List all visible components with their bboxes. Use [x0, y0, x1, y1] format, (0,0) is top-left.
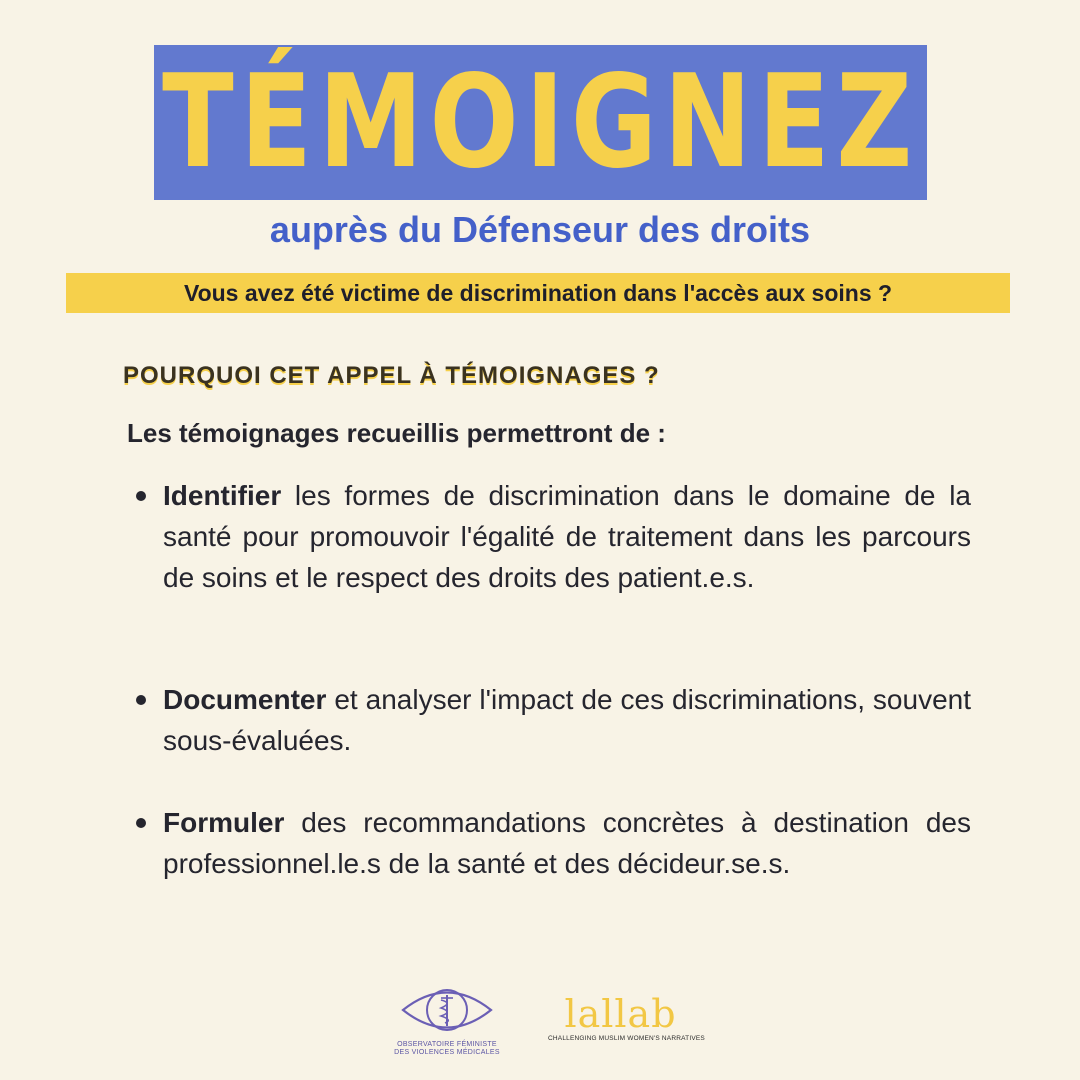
ofvm-caption-line2: DES VIOLENCES MÉDICALES — [394, 1049, 500, 1056]
lallab-logo — [548, 992, 705, 1053]
bullet-text: et analyser l'impact de ces discriminations, souvent sous-évaluées. — [163, 684, 971, 756]
ofvm-logo — [383, 983, 511, 1063]
section-heading: POURQUOI CET APPEL À TÉMOIGNAGES ? — [123, 362, 660, 389]
bullet-dot — [136, 491, 146, 501]
title-banner — [154, 45, 927, 200]
question-text: Vous avez été victime de discrimination dans l'accès aux soins ? — [183, 279, 893, 306]
bullet-keyword: Formuler — [163, 807, 285, 838]
page-title: TÉMOIGNEZ — [162, 47, 919, 197]
bullet-keyword: Identifier — [163, 480, 282, 511]
bullet-text: des recommandations concrètes à destination des professionnel.le.s de la santé et des décideur.se.s. — [163, 807, 971, 879]
bullet-text: les formes de discrimination dans le domaine de la santé pour promouvoir l'égalité de traitement dans les parcours de soins et le respect des droits des patient.e.s. — [163, 480, 971, 593]
lallab-tagline: CHALLENGING MUSLIM WOMEN'S NARRATIVES — [548, 1035, 705, 1042]
bullet-item-formuler — [163, 802, 971, 884]
bullet-dot — [136, 818, 146, 828]
ofvm-caption-line1: OBSERVATOIRE FÉMINISTE — [397, 1041, 497, 1048]
intro-text: Les témoignages recueillis permettront de : — [127, 418, 666, 448]
lallab-wordmark: lallab — [564, 992, 677, 1036]
bullet-item-identifier — [163, 475, 971, 598]
bullet-keyword: Documenter — [163, 684, 327, 715]
bullet-dot — [136, 695, 146, 705]
question-banner — [66, 273, 1010, 313]
bullet-item-documenter — [163, 679, 971, 761]
eye-caduceus-icon — [399, 983, 495, 1037]
page-subtitle: auprès du Défenseur des droits — [269, 209, 811, 250]
